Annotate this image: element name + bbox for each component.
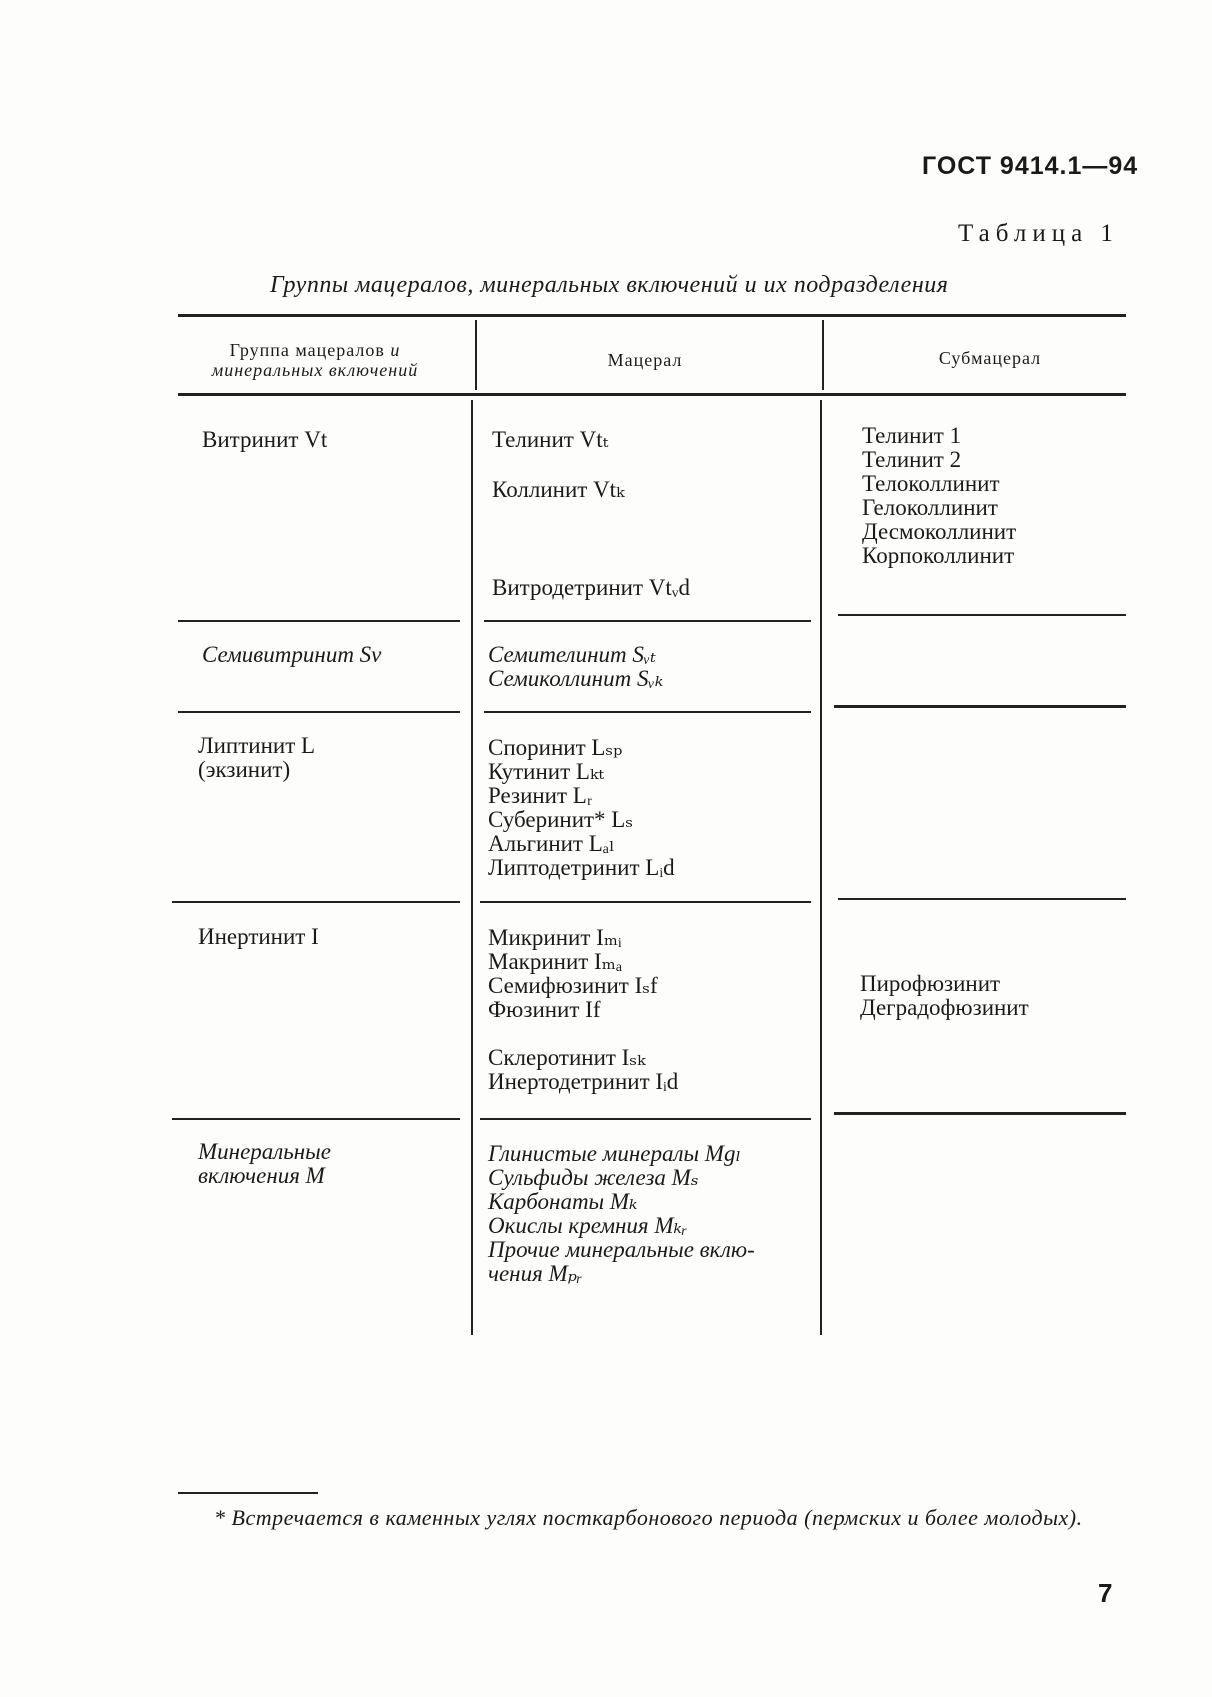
standard-number: ГОСТ 9414.1—94 bbox=[922, 152, 1139, 180]
column-divider-2-body bbox=[820, 400, 822, 1335]
maceral-name: Коллинит Vtₖ bbox=[492, 477, 625, 502]
row-separator-4 bbox=[172, 1118, 460, 1120]
group-name: включения M bbox=[198, 1163, 325, 1188]
maceral-name: Окислы кремния Mₖᵣ bbox=[488, 1213, 688, 1238]
row-2-group bbox=[202, 643, 381, 667]
row-separator-1 bbox=[484, 620, 811, 622]
maceral-name: Липтодетринит Lᵢd bbox=[488, 855, 675, 880]
submaceral-name: Корпоколлинит bbox=[862, 543, 1015, 568]
row-1-maceral bbox=[492, 428, 690, 600]
maceral-name: Прочие минеральные вклю- bbox=[488, 1237, 755, 1262]
submaceral-name: Пирофюзинит bbox=[860, 971, 1001, 996]
maceral-name: Семифюзинит Iₛf bbox=[488, 973, 658, 998]
row-2-maceral bbox=[488, 643, 663, 691]
maceral-name: чения Mₚᵣ bbox=[488, 1261, 583, 1286]
row-5-group bbox=[198, 1140, 331, 1188]
row-separator-4 bbox=[480, 1118, 811, 1120]
maceral-name: Фюзинит If bbox=[488, 997, 601, 1022]
header-group bbox=[180, 340, 450, 380]
row-separator-1 bbox=[178, 620, 460, 622]
maceral-name: Телинит Vtₜ bbox=[492, 427, 609, 452]
header-maceral: Мацерал bbox=[607, 350, 683, 370]
table-top-rule bbox=[178, 314, 1126, 317]
row-3-group bbox=[198, 734, 315, 782]
row-4-submaceral bbox=[860, 972, 1029, 1020]
row-separator-2 bbox=[834, 705, 1126, 708]
row-separator-4 bbox=[834, 1112, 1126, 1115]
maceral-name: Витродетринит Vtᵥd bbox=[492, 575, 691, 600]
submaceral-name: Телинит 2 bbox=[862, 447, 962, 472]
row-separator-2 bbox=[484, 711, 811, 713]
maceral-name: Семителинит Sᵥₜ bbox=[488, 642, 656, 667]
row-separator-1 bbox=[838, 614, 1126, 616]
group-name: Семивитринит Sv bbox=[202, 642, 382, 667]
maceral-name: Кутинит Lₖₜ bbox=[488, 759, 604, 784]
header-group-and: и bbox=[390, 340, 401, 360]
table-caption: Группы мацералов, минеральных включений и их подразделения bbox=[270, 272, 949, 298]
column-divider-2 bbox=[822, 320, 824, 390]
footnote: * Встречается в каменных углях посткарбонового периода (пермских и более молодых). bbox=[214, 1505, 1083, 1530]
maceral-name: Споринит Lₛₚ bbox=[488, 735, 623, 760]
row-1-group bbox=[202, 428, 327, 452]
group-name: Минеральные bbox=[198, 1139, 331, 1164]
maceral-name: Глинистые минералы Mgₗ bbox=[488, 1141, 742, 1166]
submaceral-name: Телоколлинит bbox=[862, 471, 1000, 496]
table-label: Таблица 1 bbox=[958, 220, 1119, 247]
group-name: Инертинит I bbox=[198, 924, 319, 949]
maceral-name: Суберинит* Lₛ bbox=[488, 807, 634, 832]
header-group-line2: минеральных включений bbox=[211, 360, 419, 380]
header-submaceral: Субмацерал bbox=[938, 348, 1042, 368]
group-name: (экзинит) bbox=[198, 757, 291, 782]
group-name: Витринит Vt bbox=[202, 427, 328, 452]
maceral-name: Альгинит Lₐₗ bbox=[488, 831, 615, 856]
maceral-name: Резинит Lᵣ bbox=[488, 783, 593, 808]
submaceral-name: Десмоколлинит bbox=[862, 519, 1017, 544]
column-divider-1 bbox=[475, 320, 477, 390]
row-separator-3 bbox=[838, 898, 1126, 900]
maceral-name: Семиколлинит Sᵥₖ bbox=[488, 666, 664, 691]
maceral-name: Макринит Iₘₐ bbox=[488, 949, 623, 974]
group-name: Липтинит L bbox=[198, 733, 316, 758]
column-divider-1-body bbox=[471, 400, 473, 1335]
submaceral-name: Деградофюзинит bbox=[860, 995, 1029, 1020]
row-4-group bbox=[198, 925, 319, 949]
maceral-name: Склеротинит Iₛₖ bbox=[488, 1045, 646, 1070]
row-4-maceral bbox=[488, 926, 678, 1094]
footnote-rule bbox=[178, 1492, 318, 1494]
maceral-name: Микринит Iₘᵢ bbox=[488, 925, 622, 950]
maceral-name: Сульфиды железа Mₛ bbox=[488, 1165, 699, 1190]
row-5-maceral bbox=[488, 1142, 755, 1286]
row-3-maceral bbox=[488, 736, 675, 880]
submaceral-name: Телинит 1 bbox=[862, 423, 962, 448]
submaceral-name: Гелоколлинит bbox=[862, 495, 998, 520]
page-number: 7 bbox=[1098, 1578, 1113, 1608]
maceral-name: Карбонаты Mₖ bbox=[488, 1189, 638, 1214]
row-separator-3 bbox=[480, 901, 811, 903]
row-separator-3 bbox=[172, 901, 460, 903]
header-group-line1: Группа мацералов bbox=[229, 340, 385, 360]
row-1-submaceral bbox=[862, 424, 1016, 568]
table-header-rule bbox=[178, 393, 1126, 396]
row-separator-2 bbox=[178, 711, 460, 713]
maceral-name: Инертодетринит Iᵢd bbox=[488, 1069, 679, 1094]
